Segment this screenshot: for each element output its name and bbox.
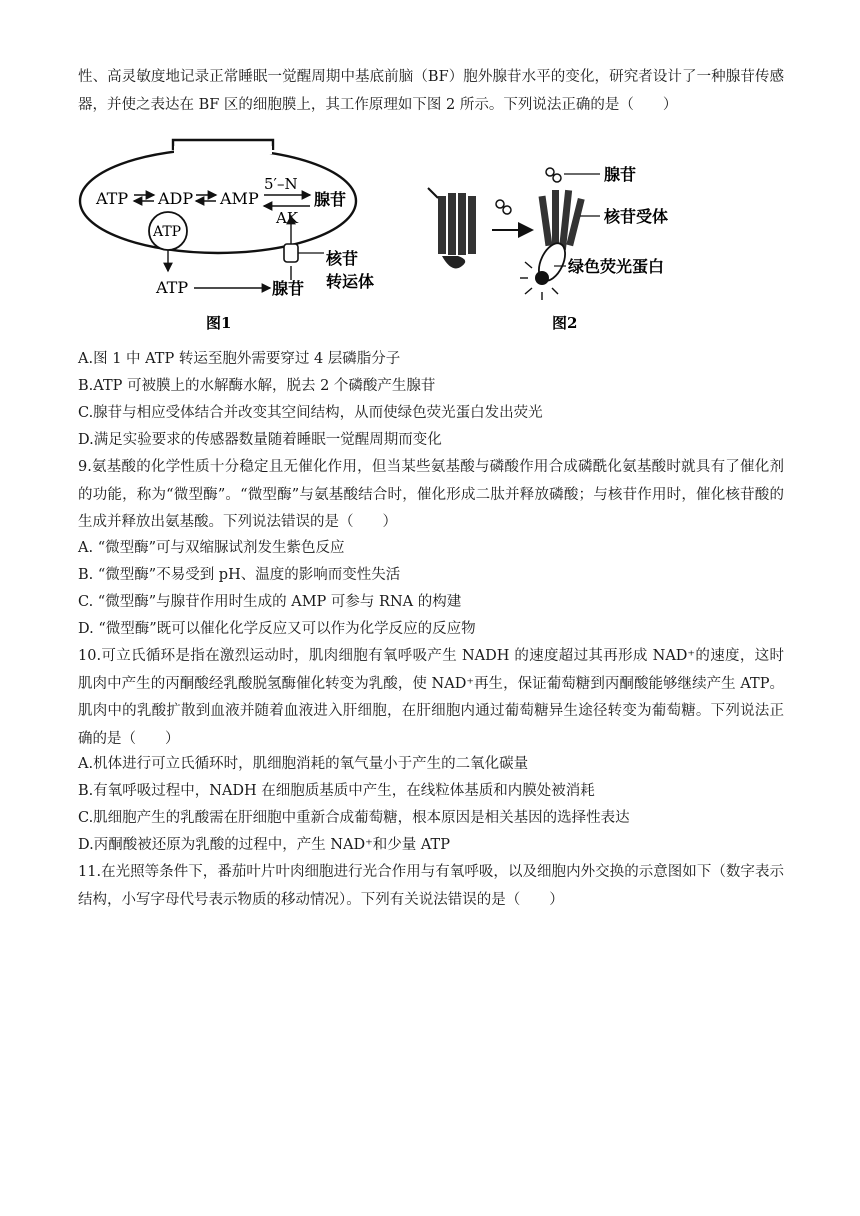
adenosine-bottom-label: 腺苷 bbox=[272, 279, 305, 298]
adenosine-top-label: 腺苷 bbox=[314, 190, 347, 209]
figure-2-diagram bbox=[424, 138, 724, 338]
enzyme-5n-label: 5′–N bbox=[264, 175, 298, 193]
figure-2 bbox=[424, 138, 724, 338]
enzyme-ak-label: AK bbox=[276, 209, 299, 227]
q8-stem-continuation: 性、高灵敏度地记录正常睡眠一觉醒周期中基底前脑（BF）胞外腺苷水平的变化，研究者设计了一种腺苷传感器，并使之表达在 BF 区的细胞膜上，其工作原理如下图 2 所示。下列说法正确的是（ ） bbox=[78, 69, 784, 113]
transporter-label-line2: 转运体 bbox=[326, 272, 375, 291]
figure-1-diagram bbox=[78, 138, 398, 338]
adp-label: ADP bbox=[158, 189, 194, 208]
figure-2-caption: 图2 bbox=[552, 314, 578, 332]
q8-option-d: D.满足实验要求的传感器数量随着睡眠一觉醒周期而变化 bbox=[78, 432, 442, 448]
atp-vesicle-label: ATP bbox=[153, 224, 182, 240]
atp-bottom-label: ATP bbox=[156, 278, 189, 297]
q9-option-b: B. “微型酶”不易受到 pH、温度的影响而变性失活 bbox=[78, 567, 401, 583]
q9-option-a: A. “微型酶”可与双缩脲试剂发生紫色反应 bbox=[78, 540, 345, 556]
q10-option-b: B.有氧呼吸过程中，NADH 在细胞质基质中产生，在线粒体基质和内膜处被消耗 bbox=[78, 783, 595, 799]
adenosine-molecule-free bbox=[496, 200, 511, 214]
label-gfp: 绿色荧光蛋白 bbox=[568, 257, 665, 276]
label-nucleoside-receptor: 核苷受体 bbox=[604, 207, 669, 226]
figure-1 bbox=[78, 138, 398, 338]
q8-option-c: C.腺苷与相应受体结合并改变其空间结构，从而使绿色荧光蛋白发出荧光 bbox=[78, 405, 543, 421]
q9-option-d: D. “微型酶”既可以催化化学反应又可以作为化学反应的反应物 bbox=[78, 621, 476, 637]
label-adenosine: 腺苷 bbox=[604, 165, 637, 184]
q8-option-a: A.图 1 中 ATP 转运至胞外需要穿过 4 层磷脂分子 bbox=[78, 351, 401, 367]
q11-stem: 11.在光照等条件下，番茄叶片叶肉细胞进行光合作用与有氧呼吸，以及细胞内外交换的示意图如下（数字表示结构，小写字母代号表示物质的移动情况）。下列有关说法错误的是（ ） bbox=[78, 864, 784, 908]
q9-option-c: C. “微型酶”与腺苷作用时生成的 AMP 可参与 RNA 的构建 bbox=[78, 594, 462, 610]
q10-option-a: A.机体进行可立氏循环时，肌细胞消耗的氧气量小于产生的二氧化碳量 bbox=[78, 756, 529, 772]
atp-top-label: ATP bbox=[96, 189, 129, 208]
q8-option-b: B.ATP 可被膜上的水解酶水解，脱去 2 个磷酸产生腺苷 bbox=[78, 378, 436, 394]
q10-option-c: C.肌细胞产生的乳酸需在肝细胞中重新合成葡萄糖，根本原因是相关基因的选择性表达 bbox=[78, 810, 630, 826]
receptor-inactive bbox=[428, 188, 476, 268]
amp-label: AMP bbox=[220, 189, 259, 208]
q10-stem: 10.可立氏循环是指在激烈运动时，肌肉细胞有氧呼吸产生 NADH 的速度超过其再形成 NAD⁺的速度，这时肌肉中产生的丙酮酸经乳酸脱氢酶催化转变为乳酸，使 NAD⁺再生，保证葡萄糖到丙酮酸能够继续产生 ATP。肌肉中的乳酸扩散到血液并随着血液进入肝细胞，在肝细胞内通过葡萄糖异生途径转变为葡萄糖。下列说法正确的是（ ） bbox=[78, 648, 784, 747]
q9-stem: 9.氨基酸的化学性质十分稳定且无催化作用，但当某些氨基酸与磷酸作用合成磷酰化氨基酸时就具有了催化剂的功能，称为“微型酶”。“微型酶”与氨基酸结合时，催化形成二肽并释放磷酸；与核苷作用时，催化核苷酸的生成并释放出氨基酸。下列说法错误的是（ ） bbox=[78, 459, 784, 530]
figure-1-caption: 图1 bbox=[206, 314, 232, 332]
receptor-active bbox=[520, 168, 585, 300]
transporter-label-line1: 核苷 bbox=[326, 249, 359, 268]
nucleoside-transporter bbox=[284, 244, 298, 262]
q10-option-d: D.丙酮酸被还原为乳酸的过程中，产生 NAD⁺和少量 ATP bbox=[78, 837, 450, 853]
